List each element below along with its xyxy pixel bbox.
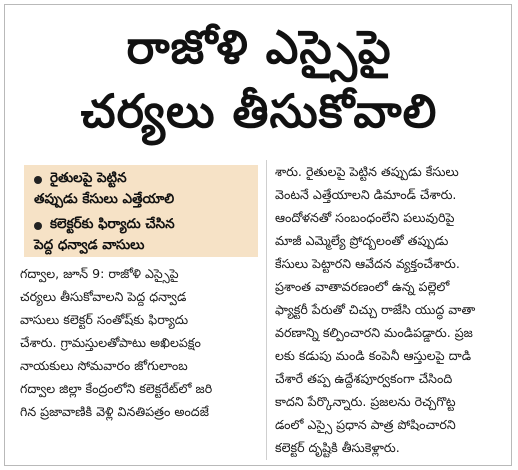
bullet-icon (34, 176, 42, 184)
column-divider (266, 160, 267, 460)
highlight-line: కలెక్టర్‌కు ఫిర్యాదు చేసిన (50, 216, 175, 232)
body-line: చేశారే తప్ప ఉద్దేశపూర్వకంగా చేసింది (275, 371, 453, 386)
body-line: మాజీ ఎమ్మెల్యే ప్రోద్బలంతో తప్పుడు (275, 233, 449, 248)
body-line: లకు కడుపు మండి కంపెనీ ఆస్తులపై దాడి (275, 348, 472, 363)
body-line: కలెక్టర్ దృష్టికి తీసుకెళ్లారు. (275, 440, 400, 455)
article-body-right (275, 160, 503, 459)
body-line: ఆందోళనతో సంబంధంలేని పలువురిపై (275, 210, 455, 225)
article-body-left (20, 262, 260, 423)
body-line: వరణాన్ని కల్పించారని మండిపడ్డారు. ప్రజ (275, 325, 473, 340)
highlights-box (24, 165, 258, 257)
highlight-line: పెద్ద ధన్వాడ వాసులు (34, 237, 145, 253)
body-line: నాయకులు సోమవారం జోగులాంబ (20, 358, 188, 373)
body-line: గద్వాల జిల్లా కేంద్రంలోని కలెక్టరేట్‌లో జరి (20, 381, 213, 396)
bullet-icon (34, 222, 42, 230)
highlight-item (24, 211, 258, 257)
highlight-line: రైతులపై పెట్టిన (50, 170, 127, 186)
body-line: వెంటనే ఎత్తేయాలని డిమాండ్ చేశారు. (275, 187, 457, 202)
body-line: గిన ప్రజావాణికి వెళ్లి వినతిపత్రం అందజే (20, 404, 209, 419)
body-line: కేసులు పెట్టారని ఆవేదన వ్యక్తంచేశారు. (275, 256, 460, 271)
body-line: చర్యలు తీసుకోవాలని పెద్ద ధన్వాడ (20, 289, 187, 304)
body-line: కాదని పేర్కొన్నారు. ప్రజలను రెచ్చగొట్ట (275, 394, 456, 409)
highlight-line: తప్పుడు కేసులు ఎత్తేయాలి (34, 191, 175, 207)
headline-line-1: రాజోళి ఎస్సైపై (126, 20, 392, 74)
body-line: శారు. రైతులపై పెట్టిన తప్పుడు కేసులు (275, 164, 459, 179)
highlight-item (24, 165, 258, 211)
body-line: ఫ్యాక్టరీ పేరుతో చిచ్చు రాజేసి యుద్ధ వాతా (275, 302, 476, 317)
headline-line-2: చర్యలు తీసుకోవాలి (80, 84, 438, 138)
body-line: చేశారు. గ్రామస్తులతోపాటు అఖిలపక్షం (20, 335, 201, 350)
body-line: వాసులు కలెక్టర్ సంతోష్‌కు ఫిర్యాదు (20, 312, 189, 327)
body-line: ప్రశాంత వాతావరణంలో ఉన్న పల్లెలో (275, 279, 450, 294)
body-line: డంలో ఎస్సై ప్రధాన పాత్ర పోషించారని (275, 417, 456, 432)
body-line: గద్వాల, జూన్ 9: రాజోళి ఎస్సైపై (20, 266, 179, 281)
